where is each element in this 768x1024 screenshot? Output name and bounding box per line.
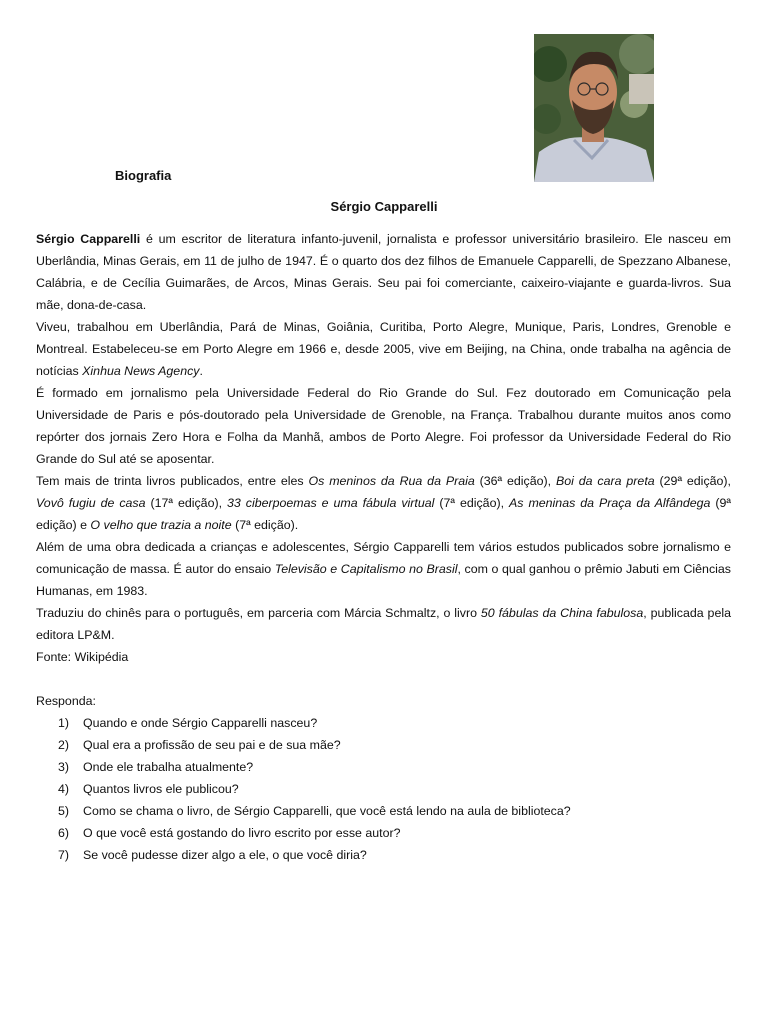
document-title: Sérgio Capparelli: [330, 199, 438, 214]
paragraph-studies: Além de uma obra dedicada a crianças e adolescentes, Sérgio Capparelli tem vários estudos publicados sobre jornalismo e comunicação de massa. É autor do ensaio Televisão e Capitalismo no Brasil, com o qual ganhou o prêmio Jabuti em Ciências Humanas, em 1983.: [36, 540, 731, 598]
question-item: 4) Quantos livros ele publicou?: [58, 782, 239, 796]
source-line: Fonte: Wikipédia: [36, 650, 129, 664]
paragraph-education: É formado em jornalismo pela Universidade Federal do Rio Grande do Sul. Fez doutorado em Comunicação pela Universidade de Paris e pós-doutorado pela Universidade de Grenoble, na França. Trabalhou durante muitos anos como repórter dos jornais Zero Hora e Folha da Manhã, ambos de Porto Alegre. Foi professor da Universidade Federal do Rio Grande do Sul até se aposentar.: [36, 386, 731, 466]
question-item: 1) Quando e onde Sérgio Capparelli nasceu?: [58, 716, 318, 730]
heading: Biografia: [115, 168, 172, 183]
author-name: Sérgio Capparelli: [36, 232, 141, 246]
portrait-image: [534, 34, 654, 182]
question-item: 7) Se você pudesse dizer algo a ele, o que você diria?: [58, 848, 367, 862]
paragraph-residence: Viveu, trabalhou em Uberlândia, Pará de Minas, Goiânia, Curitiba, Porto Alegre, Munique, Paris, Londres, Grenoble e Montreal. Estabeleceu-se em Porto Alegre em 1966 e, desde 2005, vive em Beijing, na China, onde trabalha na agência de notícias Xinhua News Agency.: [36, 320, 731, 378]
paragraph-books: Tem mais de trinta livros publicados, entre eles Os meninos da Rua da Praia (36ª edição), Boi da cara preta (29ª edição), Vovô fugiu de casa (17ª edição), 33 ciberpoemas e uma fábula virtual (7ª edição), As meninas da Praça da Alfândega (9ª edição) e O velho que trazia a noite (7ª edição).: [36, 474, 732, 532]
question-item: 5) Como se chama o livro, de Sérgio Capparelli, que você está lendo na aula de biblioteca?: [58, 804, 571, 818]
answer-label: Responda:: [36, 694, 96, 708]
paragraph-birth: Sérgio Capparelli é um escritor de literatura infanto-juvenil, jornalista e professor universitário brasileiro. Ele nasceu em Uberlândia, Minas Gerais, em 11 de julho de 1947. É o quarto dos dez filhos de Emanuele Capparelli, de Spezzano Albanese, Calábria, e de Cecília Guimarães, de Arcos, Minas Gerais. Seu pai foi comerciante, caixeiro-viajante e guarda-livros. Sua mãe, dona-de-casa.: [36, 232, 731, 312]
author-photo: [534, 34, 654, 182]
question-list: [36, 712, 731, 866]
question-item: 3) Onde ele trabalha atualmente?: [58, 760, 254, 774]
question-item: 6) O que você está gostando do livro escrito por esse autor?: [58, 826, 401, 840]
question-item: 2) Qual era a profissão de seu pai e de sua mãe?: [58, 738, 341, 752]
paragraph-translation: Traduziu do chinês para o português, em parceria com Márcia Schmaltz, o livro 50 fábulas da China fabulosa, publicada pela editora LP&M.: [36, 606, 731, 642]
document-body: [36, 228, 731, 866]
